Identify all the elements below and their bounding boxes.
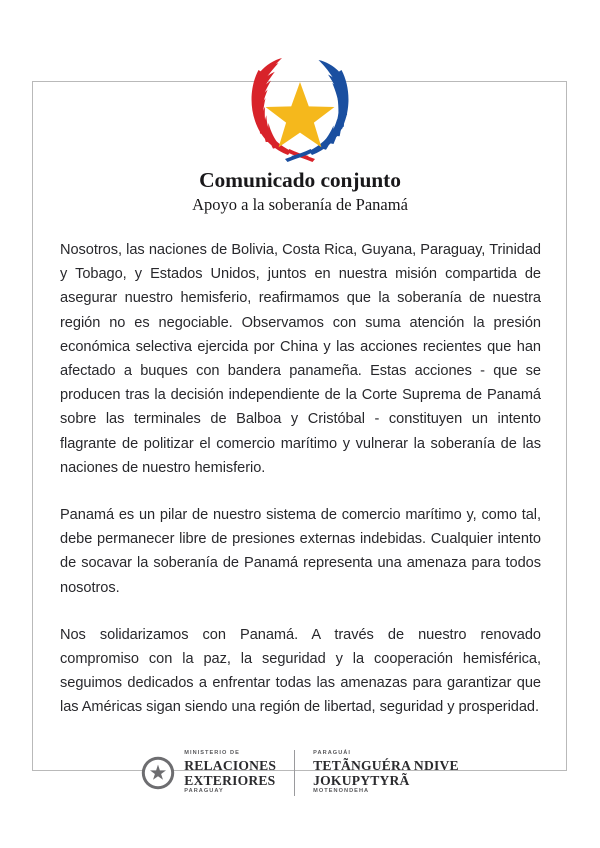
body-paragraph: Nos solidarizamos con Panamá. A través de nuestro renovado compromiso con la paz, la seguridad y la cooperación hemisférica, seguimos dedicados a enfrentar todas las amenazas para garantizar que las Américas sigan siendo una región de libertad, seguridad y prosperidad. <box>60 626 541 716</box>
emblem-container <box>0 52 600 164</box>
footer-gn-line2: JOKUPYTYRÃ <box>313 772 410 788</box>
gold-star-icon <box>266 82 335 147</box>
footer-gn-line1: TETÃNGUÉRA NDIVE <box>313 757 459 773</box>
title-block <box>60 168 540 215</box>
page-subtitle: Apoyo a la soberanía de Panamá <box>192 195 408 215</box>
paraguay-coat-of-arms-emblem <box>240 52 360 164</box>
footer-divider <box>294 750 295 796</box>
footer-logo-block <box>0 750 600 796</box>
footer-es-line1: RELACIONES <box>184 757 277 773</box>
footer-guarani-column <box>313 750 459 796</box>
document-body <box>60 238 541 720</box>
footer-es-eyebrow: MINISTERIO DE <box>184 750 240 756</box>
footer-es-line2: EXTERIORES <box>184 772 276 788</box>
ministry-seal-icon <box>141 756 175 790</box>
footer-gn-country: MOTENONDEHA <box>313 787 370 794</box>
footer-gn-eyebrow: PARAGUÁI <box>313 750 351 756</box>
body-paragraph: Nosotros, las naciones de Bolivia, Costa Rica, Guyana, Paraguay, Trinidad y Tobago, y Estados Unidos, juntos en nuestra misión compartida de asegurar nuestro hemisferio, reafirmamos que la soberanía de nuestra región no es negociable. Observamos con suma atención la presión económica selectiva ejercida por China y las acciones recientes que han afectado a buques con bandera panameña. Estas acciones - que se producen tras la decisión independiente de la Corte Suprema de Panamá sobre las terminales de Balboa y Cristóbal - constituyen un intento flagrante de politizar el comercio marítimo y vulnerar la soberanía de las naciones de nuestro hemisferio. <box>60 242 541 476</box>
page-title: Comunicado conjunto <box>199 168 401 192</box>
footer-spanish-column <box>184 750 276 796</box>
body-paragraph: Panamá es un pilar de nuestro sistema de comercio marítimo y, como tal, debe permanecer libre de presiones externas indebidas. Cualquier intento de socavar la soberanía de Panamá representa una amenaza para todos nosotros. <box>60 507 541 596</box>
footer-es-country: PARAGUAY <box>184 787 224 794</box>
